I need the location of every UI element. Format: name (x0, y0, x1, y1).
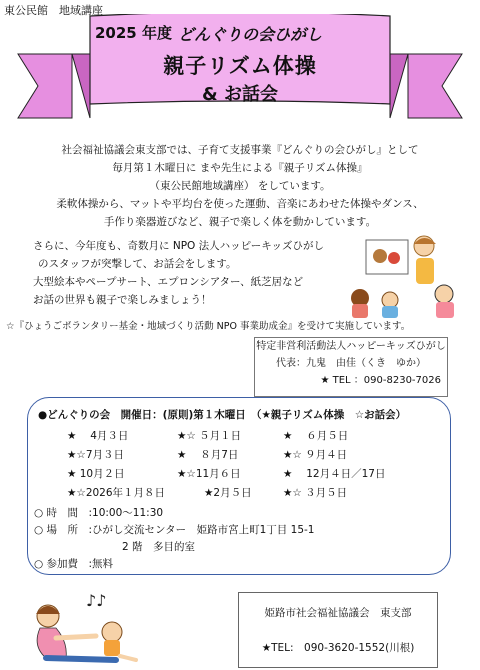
schedule-date: ★ ６月５日 (283, 430, 349, 442)
parent-child-exercise-illustration (26, 588, 146, 666)
intro-line: 社会福祉協議会東支部では、子育て支援事業『どんぐりの会ひがし』として (61, 144, 419, 156)
intro-line: 手作り楽器遊びなど、親子で楽しく体を動かしています。 (103, 216, 377, 228)
schedule-date: ★☆ ９月４日 (283, 449, 348, 461)
banner-subtitle: & お話会 (202, 84, 278, 105)
schedule-place: ○ 場 所 :ひがし交流センター 姫路市宮上町1丁目 15-1 (34, 524, 315, 536)
schedule-date: ★ 4月３日 (67, 430, 129, 442)
intro-line: 柔軟体操から、マットや平均台を使った運動、音楽にあわせた体操やダンス、 (56, 198, 424, 210)
footer-organization: 姫路市社会福祉協議会 東支部 (264, 607, 412, 619)
schedule-date: ★☆7月３日 (67, 449, 125, 461)
banner-group-name: どんぐりの会ひがし (178, 25, 323, 44)
header-label: 東公民館 地域講座 (4, 4, 103, 17)
story-line: のスタッフが突撃して、お話会をします。 (38, 258, 237, 270)
schedule-date: ★ ８月7日 (177, 449, 239, 461)
storytelling-illustration (346, 232, 462, 320)
schedule-date: ★☆11月６日 (177, 468, 241, 480)
intro-line: 毎月第１木曜日に まや先生による『親子リズム体操』 (112, 162, 368, 174)
footer-phone: ★TEL: 090-3620-1552(川根) (261, 642, 415, 654)
schedule-date: ★ 10月２日 (67, 468, 125, 480)
schedule-date: ★☆ ３月５日 (283, 487, 348, 499)
npo-contact-box (254, 337, 448, 397)
schedule-box (27, 397, 451, 575)
npo-representative: 代表：九鬼 由佳（くき ゆか） (276, 358, 426, 369)
banner-title: 親子リズム体操 (163, 54, 317, 78)
footer-contact-box (238, 592, 438, 668)
schedule-date: ★☆2026年１月８日 (67, 487, 166, 499)
schedule-date: ★☆ ５月１日 (177, 430, 242, 442)
schedule-fee: ○ 参加費 :無料 (34, 558, 114, 570)
story-line: お話の世界も親子で楽しみましょう！ (33, 294, 212, 306)
npo-name: 特定非営利活動法人ハッピーキッズひがし (256, 341, 446, 352)
schedule-time: ○ 時 間 :10:00～11:30 (34, 507, 164, 519)
schedule-place-floor: 2 階 多目的室 (122, 541, 196, 553)
schedule-date: ★ 12月４日／17日 (283, 468, 386, 480)
grant-note: ☆『ひょうごボランタリー基金・地域づくり活動 NPO 事業助成金』を受けて実施しています。 (6, 321, 411, 332)
story-line: さらに、今年度も、奇数月に NPO 法人ハッピーキッズひがし (33, 240, 324, 252)
story-line: 大型絵本やペープサート、エプロンシアター、紙芝居など (33, 276, 304, 288)
svg-text:♪♪: ♪♪ (86, 591, 107, 610)
schedule-header: ●どんぐりの会 開催日：(原則)第１木曜日 （★親子リズム体操 ☆お話会） (38, 409, 407, 421)
schedule-date: ★2月５日 (204, 487, 252, 499)
npo-phone: ★ TEL ：090-8230-7026 (320, 375, 441, 386)
banner-year: 2025 年度 (95, 24, 172, 42)
intro-line: （東公民館地域講座） をしています。 (149, 180, 331, 192)
